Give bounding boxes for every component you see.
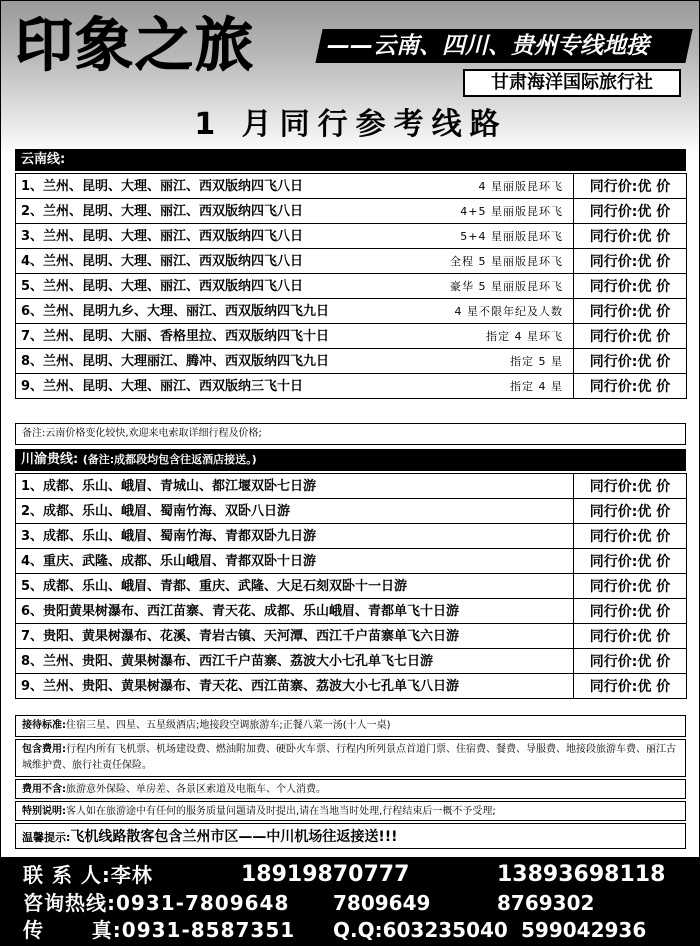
route-price: 同行价:优 价: [574, 599, 687, 624]
route-price: 同行价:优 价: [574, 249, 687, 274]
route-name: 5、成都、乐山、峨眉、青都、重庆、武隆、大足石刻双卧十一日游: [21, 579, 408, 594]
table-row: [16, 249, 687, 274]
table-row: [16, 624, 687, 649]
table-row: [16, 299, 687, 324]
route-name: 5、兰州、昆明、大理、丽江、西双版纳四飞八日: [21, 279, 304, 294]
route-price: 同行价:优 价: [574, 524, 687, 549]
route-price: 同行价:优 价: [574, 624, 687, 649]
month-heading: 1 月同行参考线路: [194, 107, 508, 142]
standard-label: 接待标准:: [22, 720, 66, 731]
table-row: [16, 274, 687, 299]
route-name: 7、兰州、昆明、大丽、香格里拉、西双版纳四飞十日: [21, 329, 330, 344]
route-price: 同行价:优 价: [574, 174, 687, 199]
header: [1, 1, 700, 156]
contact-line: [1, 861, 700, 889]
yunnan-section-label: 云南线:: [21, 152, 66, 167]
contact-phone-2: 13893698118: [497, 862, 666, 887]
special-label: 特别说明:: [22, 806, 66, 817]
include-note: [15, 739, 686, 777]
table-row: [16, 349, 687, 374]
route-spec: 指定 4 星环飞: [486, 330, 563, 343]
route-name: 4、重庆、武隆、成都、乐山峨眉、青都双卧十日游: [21, 554, 317, 569]
yunnan-note: 备注:云南价格变化较快,欢迎来电索取详细行程及价格;: [15, 423, 686, 445]
route-price: 同行价:优 价: [574, 474, 687, 499]
chuanyu-section-header: [15, 449, 686, 471]
table-row: [16, 224, 687, 249]
table-row: [16, 549, 687, 574]
route-name: 4、兰州、昆明、大理、丽江、西双版纳四飞八日: [21, 254, 304, 269]
route-spec: 4 星不限年纪及人数: [454, 305, 563, 318]
hotline-number-3: 8769302: [497, 891, 595, 915]
route-spec: 5+4 星丽版昆环飞: [460, 230, 563, 243]
route-name: 8、兰州、贵阳、黄果树瀑布、西江千户苗寨、荔波大小七孔单飞七日游: [21, 654, 434, 669]
agency-name: 甘肃海洋国际旅行社: [463, 69, 681, 97]
table-row: [16, 474, 687, 499]
hotline-line: [1, 889, 700, 917]
qq-label: Q.Q:603235040: [333, 918, 508, 942]
table-row: [16, 599, 687, 624]
exclude-note: [15, 779, 686, 799]
route-name: 3、兰州、昆明、大理、丽江、西双版纳四飞八日: [21, 229, 304, 244]
fax-line: [1, 916, 700, 944]
tip-text: 飞机线路散客包含兰州市区——中川机场往返接送!!!: [70, 829, 398, 845]
route-price: 同行价:优 价: [574, 199, 687, 224]
tip-note: [15, 823, 686, 849]
table-row: [16, 524, 687, 549]
chuanyu-section-note: (备注:成都段均包含往返酒店接送。): [82, 453, 257, 466]
table-row: [16, 374, 687, 399]
route-name: 2、成都、乐山、峨眉、蜀南竹海、双卧八日游: [21, 504, 291, 519]
route-name: 6、兰州、昆明九乡、大理、丽江、西双版纳四飞九日: [21, 304, 330, 319]
route-price: 同行价:优 价: [574, 224, 687, 249]
yunnan-routes-table: [15, 173, 687, 399]
route-price: 同行价:优 价: [574, 649, 687, 674]
route-spec: 指定 4 星: [510, 380, 563, 393]
special-note: [15, 801, 686, 821]
table-row: [16, 324, 687, 349]
route-price: 同行价:优 价: [574, 324, 687, 349]
standard-note: [15, 715, 686, 737]
route-name: 6、贵阳黄果树瀑布、西江苗寨、青天花、成都、乐山峨眉、青都单飞十日游: [21, 604, 460, 619]
route-price: 同行价:优 价: [574, 549, 687, 574]
subtitle: ——云南、四川、贵州专线地接: [327, 33, 649, 59]
route-price: 同行价:优 价: [574, 574, 687, 599]
route-price: 同行价:优 价: [574, 374, 687, 399]
route-spec: 4 星丽版昆环飞: [478, 180, 563, 193]
route-name: 1、成都、乐山、峨眉、青城山、都江堰双卧七日游: [21, 479, 317, 494]
brand-title: 印象之旅: [15, 11, 256, 79]
table-row: [16, 499, 687, 524]
route-price: 同行价:优 价: [574, 499, 687, 524]
yunnan-section-header: [15, 149, 686, 171]
table-row: [16, 199, 687, 224]
route-spec: 4+5 星丽版昆环飞: [460, 205, 563, 218]
include-label: 包含费用:: [22, 744, 66, 755]
route-price: 同行价:优 价: [574, 674, 687, 699]
hotline-number-2: 7809649: [333, 891, 431, 915]
route-name: 7、贵阳、黄果树瀑布、花溪、青岩古镇、天河潭、西江千户苗寨单飞六日游: [21, 629, 460, 644]
include-text: 行程内所有飞机票、机场建设费、燃油附加费、硬卧火车票、行程内所列景点首道门票、住宿费、餐费、导服费、地接段旅游车费、丽江古城维护费、旅行社责任保险。: [22, 744, 676, 771]
standard-text: 住宿三星、四星、五星级酒店;地接段空调旅游车;正餐八菜一汤(十人一桌): [66, 720, 391, 731]
chuanyu-routes-table: [15, 473, 687, 699]
contact-footer: [1, 857, 700, 946]
route-spec: 全程 5 星丽版昆环飞: [450, 255, 563, 268]
route-name: 3、成都、乐山、峨眉、蜀南竹海、青都双卧九日游: [21, 529, 317, 544]
chuanyu-section-label: 川渝贵线:: [21, 452, 79, 467]
hotline-label: 咨询热线:0931-7809648: [23, 891, 290, 915]
tip-label: 温馨提示:: [22, 831, 71, 844]
qq-number-2: 599042936: [521, 918, 647, 942]
exclude-label: 费用不含:: [22, 784, 66, 795]
route-price: 同行价:优 价: [574, 349, 687, 374]
contact-phone-1: 18919870777: [241, 862, 410, 887]
route-name: 1、兰州、昆明、大理、丽江、西双版纳四飞八日: [21, 179, 304, 194]
route-price: 同行价:优 价: [574, 274, 687, 299]
route-name: 9、兰州、昆明、大理、丽江、西双版纳三飞十日: [21, 379, 304, 394]
route-spec: 豪华 5 星丽版昆环飞: [450, 280, 563, 293]
exclude-text: 旅游意外保险、单房差、各景区索道及电瓶车、个人消费。: [66, 784, 326, 795]
route-price: 同行价:优 价: [574, 299, 687, 324]
table-row: [16, 574, 687, 599]
route-name: 2、兰州、昆明、大理、丽江、西双版纳四飞八日: [21, 204, 304, 219]
special-text: 客人如在旅游途中有任何的服务质量问题请及时提出,请在当地当时处理,行程结束后一概不予受理;: [66, 806, 496, 817]
route-spec: 指定 5 星: [510, 355, 563, 368]
table-row: [16, 674, 687, 699]
fax-label: 传 真:0931-8587351: [23, 918, 296, 942]
route-name: 8、兰州、昆明、大理丽江、腾冲、西双版纳四飞九日: [21, 354, 330, 369]
table-row: [16, 174, 687, 199]
route-name: 9、兰州、贵阳、黄果树瀑布、青天花、西江苗寨、荔波大小七孔单飞八日游: [21, 679, 460, 694]
table-row: [16, 649, 687, 674]
contact-label: 联 系 人:李林: [23, 863, 153, 887]
